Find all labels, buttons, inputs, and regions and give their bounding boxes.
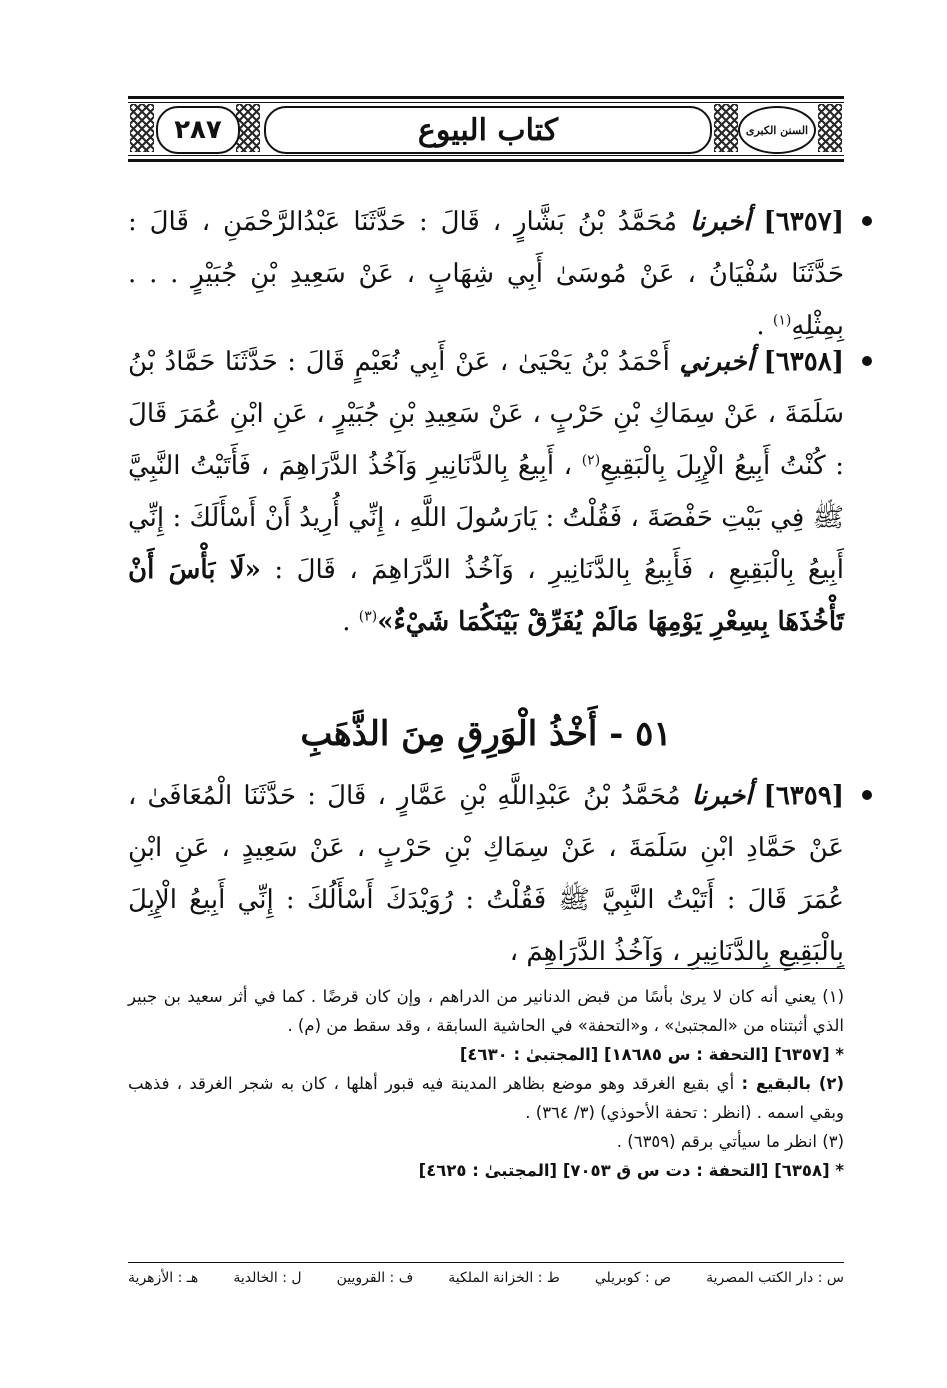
source-reference (128, 1040, 844, 1069)
footnote-3: (٣) انظر ما سيأتي برقم (٦٣٥٩) . (616, 1132, 844, 1151)
footnote-marker: (٣) (358, 608, 378, 625)
hadith-6358 (128, 336, 844, 648)
legend-item: ط : الخزانة الملكية (448, 1270, 560, 1286)
hadith-number: [٦٣٥٩] (763, 781, 845, 811)
footnote-1: (١) يعني أنه كان لا يرىٰ بأسًا من قبض الدنانير من الدراهم ، وإن كان قرضًا . كما في أثر سعيد بن جبير الذي أثبتناه من «المجتبىٰ» ، و«التحفة» في الحاشية السابقة ، وقد سقط من (م) . (128, 987, 844, 1035)
hadith-text: مُحَمَّدُ بْنُ عَبْدِاللَّهِ بْنِ عَمَّارٍ ، قَالَ : حَدَّثَنَا الْمُعَافَىٰ ، عَنْ حَمَّادِ ابْنِ سَلَمَةَ ، عَنْ سِمَاكِ بْنِ حَرْبٍ ، عَنْ سَعِيدٍ ، عَنِ ابْنِ عُمَرَ قَالَ : أَتَيْتُ النَّبِيَّ ﷺ فَقُلْتُ : رُوَيْدَكَ أَسْأَلُكَ : إِنِّي أَبِيعُ الْإِبِلَ بِالْبَقِيعِ بِالدَّنَانِيرِ ، وَآخُذُ الدَّرَاهِمَ ، (128, 781, 844, 967)
ornament-knot-icon (130, 104, 154, 152)
chapter-heading: ٥١ - أَخْذُ الْوَرِقِ مِنَ الذَّهَبِ (300, 714, 672, 754)
footnote-text: أي بقيع الغرقد وهو موضع بظاهر المدينة فيه قبور أهلها ، كان به شجر الغرقد ، فذهب وبقي اسمه . (انظر : تحفة الأحوذي) (٣/ ٣٦٤) . (128, 1074, 844, 1122)
hadith-number: [٦٣٥٨] (763, 347, 844, 377)
hadith-end: . (342, 607, 359, 637)
hadith-number: [٦٣٥٧] (763, 207, 845, 237)
bullet-dot-icon (862, 790, 872, 800)
prophetic-quote: «لَا بَأْسَ أَنْ تَأْخُذَهَا بِسِعْرِ يَوْمِهَا مَالَمْ يُفَرِّقْ بَيْنَكُمَا شَيْءٌ» (128, 555, 844, 637)
book-seal-logo: السنن الكبرى (738, 106, 816, 154)
asterisk-icon: * (835, 1045, 844, 1064)
bullet-dot-icon (862, 356, 872, 366)
footnote-marker: (١) (772, 312, 792, 329)
akhbarana-word: أخبرنا (689, 207, 751, 237)
hadith-6359 (128, 770, 844, 978)
legend-divider (128, 1262, 844, 1263)
footnote-term: (٢) بالبقيع : (741, 1074, 844, 1093)
hadith-paragraph (128, 336, 844, 648)
page-number: ٢٨٧ (156, 106, 240, 154)
source-reference (128, 1156, 844, 1185)
header-top-rule (128, 96, 844, 99)
hadith-paragraph (128, 196, 844, 352)
legend-item: ص : كوبريلي (594, 1270, 672, 1286)
asterisk-icon: * (835, 1161, 844, 1180)
manuscript-legend (128, 1270, 844, 1286)
legend-item: ل : الخالدية (233, 1270, 302, 1286)
hadith-text: ، أَبِيعُ بِالدَّنَانِيرِ وَآخُذُ الدَّرَاهِمَ ، فَأَتَيْتُ النَّبِيَّ ﷺ فِي بَيْتِ حَفْصَةَ ، فَقُلْتُ : يَارَسُولَ اللَّهِ ، إِنِّي أُرِيدُ أَنْ أَسْأَلَكَ : إِنِّي أَبِيعُ بِالْبَقِيعِ ، فَأَبِيعُ بِالدَّنَانِيرِ ، وَآخُذُ الدَّرَاهِمَ ، قَالَ : (128, 451, 844, 585)
hadith-end: . (756, 311, 773, 341)
ornament-knot-icon (714, 104, 738, 152)
hadith-6357 (128, 196, 844, 352)
footnote-marker: (٢) (581, 452, 601, 469)
legend-item: س : دار الكتب المصرية (706, 1270, 844, 1286)
hadith-text: أَحْمَدُ بْنُ يَحْيَىٰ ، عَنْ أَبِي نُعَيْمٍ قَالَ : حَدَّثَنَا حَمَّادُ بْنُ سَلَمَةَ ، عَنْ سِمَاكِ بْنِ حَرْبٍ ، عَنْ سَعِيدِ بْنِ جُبَيْرٍ ، عَنِ ابْنِ عُمَرَ قَالَ : كُنْتُ أَبِيعُ الْإِبِلَ بِالْبَقِيعِ (128, 347, 844, 481)
footnote-divider (545, 968, 845, 969)
hadith-text: مُحَمَّدُ بْنُ بَشَّارٍ ، قَالَ : حَدَّثَنَا عَبْدُالرَّحْمَنِ ، قَالَ : حَدَّثَنَا سُفْيَانُ ، (128, 207, 845, 289)
book-title: كتاب البيوع (264, 106, 712, 154)
legend-item: ف : القرويين (336, 1270, 414, 1286)
akhbarana-word: أخبرني (679, 347, 754, 377)
footnote-2 (128, 1069, 844, 1127)
ornament-knot-icon (818, 104, 842, 152)
footnotes (128, 982, 844, 1185)
header-bottom-rule (128, 159, 844, 162)
bullet-dot-icon (862, 216, 872, 226)
hadith-paragraph (128, 770, 844, 978)
page-header (128, 96, 844, 162)
hadith-text: عَنْ مُوسَىٰ أَبِي شِهَابٍ ، عَنْ سَعِيدِ بْنِ جُبَيْرٍ . . . بِمِثْلِهِ (128, 259, 844, 341)
akhbarana-word: أخبرنا (691, 781, 753, 811)
source-reference-text: [٦٣٥٧] [التحفة : س ١٨٦٨٥] [المجتبىٰ : ٤٦٣٠] (459, 1045, 830, 1064)
source-reference-text: [٦٣٥٨] [التحفة : دت س ق ٧٠٥٣] [المجتبىٰ : ٤٦٢٥] (418, 1161, 830, 1180)
legend-item: هـ : الأزهرية (128, 1270, 199, 1286)
